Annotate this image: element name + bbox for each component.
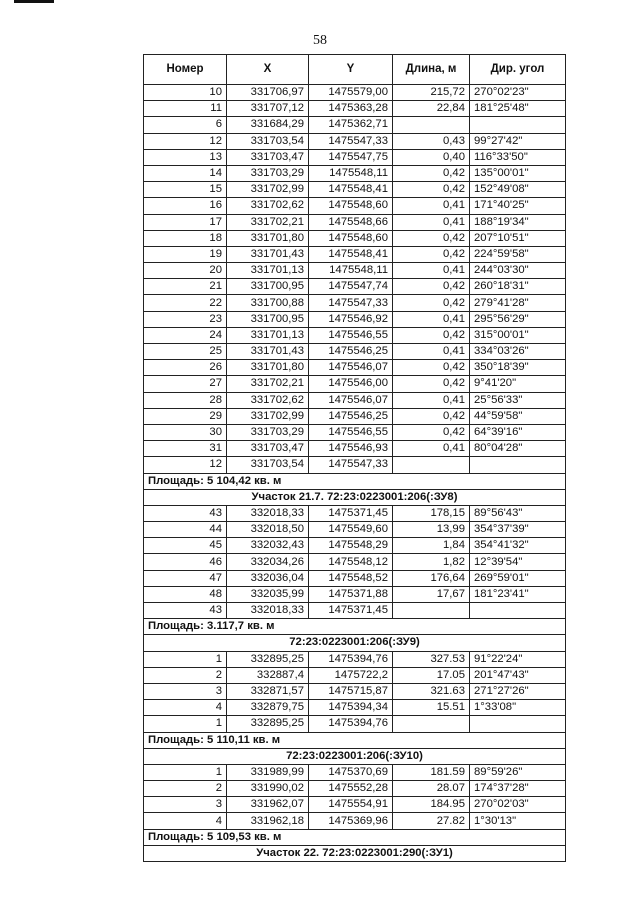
point-number-cell: 29 (144, 408, 227, 424)
table-row (144, 667, 566, 683)
direction-angle-cell: 174°37'28" (470, 781, 566, 797)
coord-y-cell: 1475547,33 (309, 133, 393, 149)
coord-y-cell: 1475546,55 (309, 327, 393, 343)
coord-y-cell: 1475547,33 (309, 457, 393, 473)
direction-angle-cell: 224°59'58" (470, 246, 566, 262)
table-row (144, 295, 566, 311)
table-row (144, 85, 566, 101)
coord-x-cell: 331702,99 (227, 182, 309, 198)
table-row (144, 101, 566, 117)
point-number-cell: 14 (144, 165, 227, 181)
table-body (144, 85, 566, 862)
length-cell: 0,42 (393, 327, 470, 343)
coord-y-cell: 1475546,25 (309, 408, 393, 424)
point-number-cell: 20 (144, 263, 227, 279)
coord-y-cell: 1475546,07 (309, 392, 393, 408)
point-number-cell: 21 (144, 279, 227, 295)
direction-angle-cell: 270°02'23" (470, 85, 566, 101)
table-row (144, 424, 566, 440)
coord-y-cell: 1475548,52 (309, 570, 393, 586)
coord-y-cell: 1475371,88 (309, 586, 393, 602)
table-row (144, 182, 566, 198)
table-row (144, 263, 566, 279)
direction-angle-cell: 269°59'01" (470, 570, 566, 586)
plot-title: 72:23:0223001:206(:ЗУ9) (144, 635, 566, 651)
direction-angle-cell: 99°27'42" (470, 133, 566, 149)
direction-angle-cell: 25°56'33" (470, 392, 566, 408)
point-number-cell: 10 (144, 85, 227, 101)
table-row (144, 198, 566, 214)
coord-x-cell: 331703,54 (227, 457, 309, 473)
coord-y-cell: 1475548,11 (309, 263, 393, 279)
length-cell: 0,42 (393, 182, 470, 198)
coord-y-cell: 1475548,41 (309, 182, 393, 198)
coord-x-cell: 332887,4 (227, 667, 309, 683)
coord-y-cell: 1475548,29 (309, 538, 393, 554)
coord-x-cell: 331701,13 (227, 327, 309, 343)
coord-y-cell: 1475371,45 (309, 505, 393, 521)
point-number-cell: 27 (144, 376, 227, 392)
point-number-cell: 1 (144, 651, 227, 667)
table-row (144, 117, 566, 133)
direction-angle-cell (470, 716, 566, 732)
plot-title: Участок 22. 72:23:0223001:290(:ЗУ1) (144, 845, 566, 861)
point-number-cell: 30 (144, 424, 227, 440)
coord-y-cell: 1475548,60 (309, 198, 393, 214)
direction-angle-cell (470, 457, 566, 473)
area-label: Площадь: 5 110,11 кв. м (144, 732, 566, 748)
length-cell: 321.63 (393, 683, 470, 699)
coord-x-cell: 331702,21 (227, 376, 309, 392)
table-row (144, 813, 566, 829)
point-number-cell: 2 (144, 667, 227, 683)
table-row (144, 457, 566, 473)
coord-x-cell: 331962,18 (227, 813, 309, 829)
point-number-cell: 45 (144, 538, 227, 554)
direction-angle-cell: 135°00'01" (470, 165, 566, 181)
direction-angle-cell: 1°33'08" (470, 700, 566, 716)
length-cell: 0,42 (393, 408, 470, 424)
length-cell: 0,41 (393, 214, 470, 230)
coord-x-cell: 331703,47 (227, 441, 309, 457)
coord-y-cell: 1475552,28 (309, 781, 393, 797)
point-number-cell: 6 (144, 117, 227, 133)
length-cell: 0,43 (393, 133, 470, 149)
coord-x-cell: 331707,12 (227, 101, 309, 117)
point-number-cell: 1 (144, 716, 227, 732)
length-cell: 0,42 (393, 230, 470, 246)
length-cell: 1,84 (393, 538, 470, 554)
table-row (144, 797, 566, 813)
point-number-cell: 4 (144, 700, 227, 716)
coord-y-cell: 1475547,33 (309, 295, 393, 311)
direction-angle-cell: 89°59'26" (470, 764, 566, 780)
point-number-cell: 11 (144, 101, 227, 117)
point-number-cell: 24 (144, 327, 227, 343)
table-row (144, 570, 566, 586)
table-row (144, 441, 566, 457)
length-cell (393, 457, 470, 473)
table-row (144, 538, 566, 554)
table-row (144, 408, 566, 424)
point-number-cell: 26 (144, 360, 227, 376)
coord-y-cell: 1475546,55 (309, 424, 393, 440)
direction-angle-cell: 181°25'48" (470, 101, 566, 117)
table-row (144, 165, 566, 181)
length-cell (393, 603, 470, 619)
coord-y-cell: 1475548,66 (309, 214, 393, 230)
coord-y-cell: 1475362,71 (309, 117, 393, 133)
point-number-cell: 3 (144, 683, 227, 699)
area-label: Площадь: 3.117,7 кв. м (144, 619, 566, 635)
direction-angle-cell: 116°33'50" (470, 149, 566, 165)
coord-x-cell: 332018,33 (227, 505, 309, 521)
length-cell (393, 117, 470, 133)
length-cell: 176,64 (393, 570, 470, 586)
point-number-cell: 22 (144, 295, 227, 311)
table-row (144, 279, 566, 295)
length-cell: 17,67 (393, 586, 470, 602)
coord-x-cell: 331989,99 (227, 764, 309, 780)
coord-x-cell: 331701,80 (227, 230, 309, 246)
coord-y-cell: 1475715,87 (309, 683, 393, 699)
direction-angle-cell: 89°56'43" (470, 505, 566, 521)
table-row (144, 311, 566, 327)
coord-x-cell: 332871,57 (227, 683, 309, 699)
coord-x-cell: 331701,43 (227, 344, 309, 360)
point-number-cell: 16 (144, 198, 227, 214)
length-cell: 0,41 (393, 392, 470, 408)
table-row (144, 764, 566, 780)
coord-x-cell: 331700,95 (227, 279, 309, 295)
page-number: 58 (313, 33, 327, 48)
point-number-cell: 23 (144, 311, 227, 327)
plot-title: Участок 21.7. 72:23:0223001:206(:ЗУ8) (144, 489, 566, 505)
length-cell: 28.07 (393, 781, 470, 797)
area-row (144, 829, 566, 845)
point-number-cell: 47 (144, 570, 227, 586)
coord-x-cell: 331703,29 (227, 165, 309, 181)
coord-y-cell: 1475548,41 (309, 246, 393, 262)
coord-x-cell: 331702,21 (227, 214, 309, 230)
length-cell: 0,42 (393, 279, 470, 295)
coord-y-cell: 1475547,74 (309, 279, 393, 295)
header-y: Y (309, 55, 393, 85)
coord-y-cell: 1475546,92 (309, 311, 393, 327)
point-number-cell: 15 (144, 182, 227, 198)
direction-angle-cell: 201°47'43" (470, 667, 566, 683)
point-number-cell: 19 (144, 246, 227, 262)
coordinates-table (143, 54, 566, 862)
coord-y-cell: 1475394,34 (309, 700, 393, 716)
direction-angle-cell: 271°27'26" (470, 683, 566, 699)
table-row (144, 149, 566, 165)
table-row (144, 651, 566, 667)
point-number-cell: 17 (144, 214, 227, 230)
length-cell: 0,41 (393, 263, 470, 279)
direction-angle-cell: 260°18'31" (470, 279, 566, 295)
table-row (144, 700, 566, 716)
direction-angle-cell: 44°59'58" (470, 408, 566, 424)
coord-x-cell: 332018,50 (227, 522, 309, 538)
point-number-cell: 28 (144, 392, 227, 408)
coord-x-cell: 332018,33 (227, 603, 309, 619)
coord-x-cell: 331701,80 (227, 360, 309, 376)
coord-x-cell: 331962,07 (227, 797, 309, 813)
direction-angle-cell: 354°37'39" (470, 522, 566, 538)
table-row (144, 327, 566, 343)
length-cell: 0,41 (393, 441, 470, 457)
direction-angle-cell: 279°41'28" (470, 295, 566, 311)
length-cell: 0,41 (393, 344, 470, 360)
coord-y-cell: 1475548,11 (309, 165, 393, 181)
header-number: Номер (144, 55, 227, 85)
point-number-cell: 48 (144, 586, 227, 602)
direction-angle-cell: 270°02'03" (470, 797, 566, 813)
length-cell: 15.51 (393, 700, 470, 716)
direction-angle-cell: 1°30'13" (470, 813, 566, 829)
direction-angle-cell: 80°04'28" (470, 441, 566, 457)
length-cell: 0,41 (393, 198, 470, 214)
area-label: Площадь: 5 109,53 кв. м (144, 829, 566, 845)
length-cell: 0,42 (393, 165, 470, 181)
table-row (144, 230, 566, 246)
direction-angle-cell: 64°39'16" (470, 424, 566, 440)
point-number-cell: 44 (144, 522, 227, 538)
length-cell: 327.53 (393, 651, 470, 667)
length-cell: 184.95 (393, 797, 470, 813)
coord-x-cell: 331706,97 (227, 85, 309, 101)
direction-angle-cell: 12°39'54" (470, 554, 566, 570)
coord-x-cell: 331702,62 (227, 198, 309, 214)
point-number-cell: 18 (144, 230, 227, 246)
coord-y-cell: 1475546,93 (309, 441, 393, 457)
point-number-cell: 12 (144, 133, 227, 149)
direction-angle-cell (470, 117, 566, 133)
length-cell: 0,41 (393, 311, 470, 327)
coord-x-cell: 331990,02 (227, 781, 309, 797)
point-number-cell: 31 (144, 441, 227, 457)
length-cell: 27.82 (393, 813, 470, 829)
point-number-cell: 25 (144, 344, 227, 360)
table-header-row (144, 55, 566, 85)
length-cell: 0,42 (393, 424, 470, 440)
plot-title-row (144, 845, 566, 861)
coord-y-cell: 1475369,96 (309, 813, 393, 829)
length-cell: 22,84 (393, 101, 470, 117)
plot-title-row (144, 635, 566, 651)
table-row (144, 603, 566, 619)
header-x: X (227, 55, 309, 85)
length-cell: 17.05 (393, 667, 470, 683)
plot-title-row (144, 748, 566, 764)
direction-angle-cell: 171°40'25" (470, 198, 566, 214)
plot-title: 72:23:0223001:206(:ЗУ10) (144, 748, 566, 764)
table-row (144, 586, 566, 602)
coord-x-cell: 331701,43 (227, 246, 309, 262)
direction-angle-cell: 295°56'29" (470, 311, 566, 327)
direction-angle-cell: 244°03'30" (470, 263, 566, 279)
coord-y-cell: 1475722,2 (309, 667, 393, 683)
table-row (144, 781, 566, 797)
direction-angle-cell: 334°03'26" (470, 344, 566, 360)
point-number-cell: 43 (144, 603, 227, 619)
length-cell: 215,72 (393, 85, 470, 101)
coord-y-cell: 1475548,60 (309, 230, 393, 246)
coord-x-cell: 331703,29 (227, 424, 309, 440)
direction-angle-cell (470, 603, 566, 619)
coord-y-cell: 1475546,00 (309, 376, 393, 392)
coord-x-cell: 331701,13 (227, 263, 309, 279)
coord-x-cell: 332036,04 (227, 570, 309, 586)
direction-angle-cell: 181°23'41" (470, 586, 566, 602)
coord-x-cell: 331703,47 (227, 149, 309, 165)
coord-x-cell: 332895,25 (227, 651, 309, 667)
direction-angle-cell: 91°22'24" (470, 651, 566, 667)
point-number-cell: 12 (144, 457, 227, 473)
point-number-cell: 46 (144, 554, 227, 570)
coord-y-cell: 1475546,25 (309, 344, 393, 360)
coord-y-cell: 1475394,76 (309, 651, 393, 667)
direction-angle-cell: 350°18'39" (470, 360, 566, 376)
area-row (144, 473, 566, 489)
coord-y-cell: 1475394,76 (309, 716, 393, 732)
coord-x-cell: 331703,54 (227, 133, 309, 149)
coord-y-cell: 1475547,75 (309, 149, 393, 165)
point-number-cell: 2 (144, 781, 227, 797)
table-row (144, 360, 566, 376)
table-row (144, 133, 566, 149)
table-row (144, 683, 566, 699)
coord-x-cell: 331700,95 (227, 311, 309, 327)
direction-angle-cell: 9°41'20" (470, 376, 566, 392)
coord-x-cell: 332032,43 (227, 538, 309, 554)
table-row (144, 554, 566, 570)
coord-x-cell: 332879,75 (227, 700, 309, 716)
point-number-cell: 4 (144, 813, 227, 829)
length-cell: 0,42 (393, 246, 470, 262)
coord-x-cell: 331684,29 (227, 117, 309, 133)
area-label: Площадь: 5 104,42 кв. м (144, 473, 566, 489)
area-row (144, 619, 566, 635)
coord-y-cell: 1475363,28 (309, 101, 393, 117)
table-row (144, 522, 566, 538)
table-row (144, 505, 566, 521)
point-number-cell: 13 (144, 149, 227, 165)
length-cell: 13,99 (393, 522, 470, 538)
length-cell: 0,42 (393, 360, 470, 376)
length-cell: 178,15 (393, 505, 470, 521)
coord-x-cell: 331702,62 (227, 392, 309, 408)
direction-angle-cell: 354°41'32" (470, 538, 566, 554)
point-number-cell: 43 (144, 505, 227, 521)
coord-x-cell: 332895,25 (227, 716, 309, 732)
direction-angle-cell: 207°10'51" (470, 230, 566, 246)
direction-angle-cell: 188°19'34" (470, 214, 566, 230)
direction-angle-cell: 152°49'08" (470, 182, 566, 198)
coord-y-cell: 1475371,45 (309, 603, 393, 619)
direction-angle-cell: 315°00'01" (470, 327, 566, 343)
coord-y-cell: 1475370,69 (309, 764, 393, 780)
coord-x-cell: 332034,26 (227, 554, 309, 570)
header-direction-angle: Дир. угол (470, 55, 566, 85)
length-cell: 0,42 (393, 376, 470, 392)
coord-y-cell: 1475549,60 (309, 522, 393, 538)
header-length: Длина, м (393, 55, 470, 85)
area-row (144, 732, 566, 748)
table-row (144, 716, 566, 732)
length-cell (393, 716, 470, 732)
point-number-cell: 3 (144, 797, 227, 813)
corner-mark (14, 0, 54, 3)
length-cell: 181.59 (393, 764, 470, 780)
table-row (144, 214, 566, 230)
table-row (144, 344, 566, 360)
plot-title-row (144, 489, 566, 505)
coord-y-cell: 1475554,91 (309, 797, 393, 813)
length-cell: 1,82 (393, 554, 470, 570)
table-row (144, 376, 566, 392)
coord-x-cell: 332035,99 (227, 586, 309, 602)
coord-x-cell: 331700,88 (227, 295, 309, 311)
length-cell: 0,42 (393, 295, 470, 311)
table-row (144, 246, 566, 262)
coord-y-cell: 1475546,07 (309, 360, 393, 376)
length-cell: 0,40 (393, 149, 470, 165)
coord-y-cell: 1475548,12 (309, 554, 393, 570)
point-number-cell: 1 (144, 764, 227, 780)
coord-x-cell: 331702,99 (227, 408, 309, 424)
coord-y-cell: 1475579,00 (309, 85, 393, 101)
table-row (144, 392, 566, 408)
